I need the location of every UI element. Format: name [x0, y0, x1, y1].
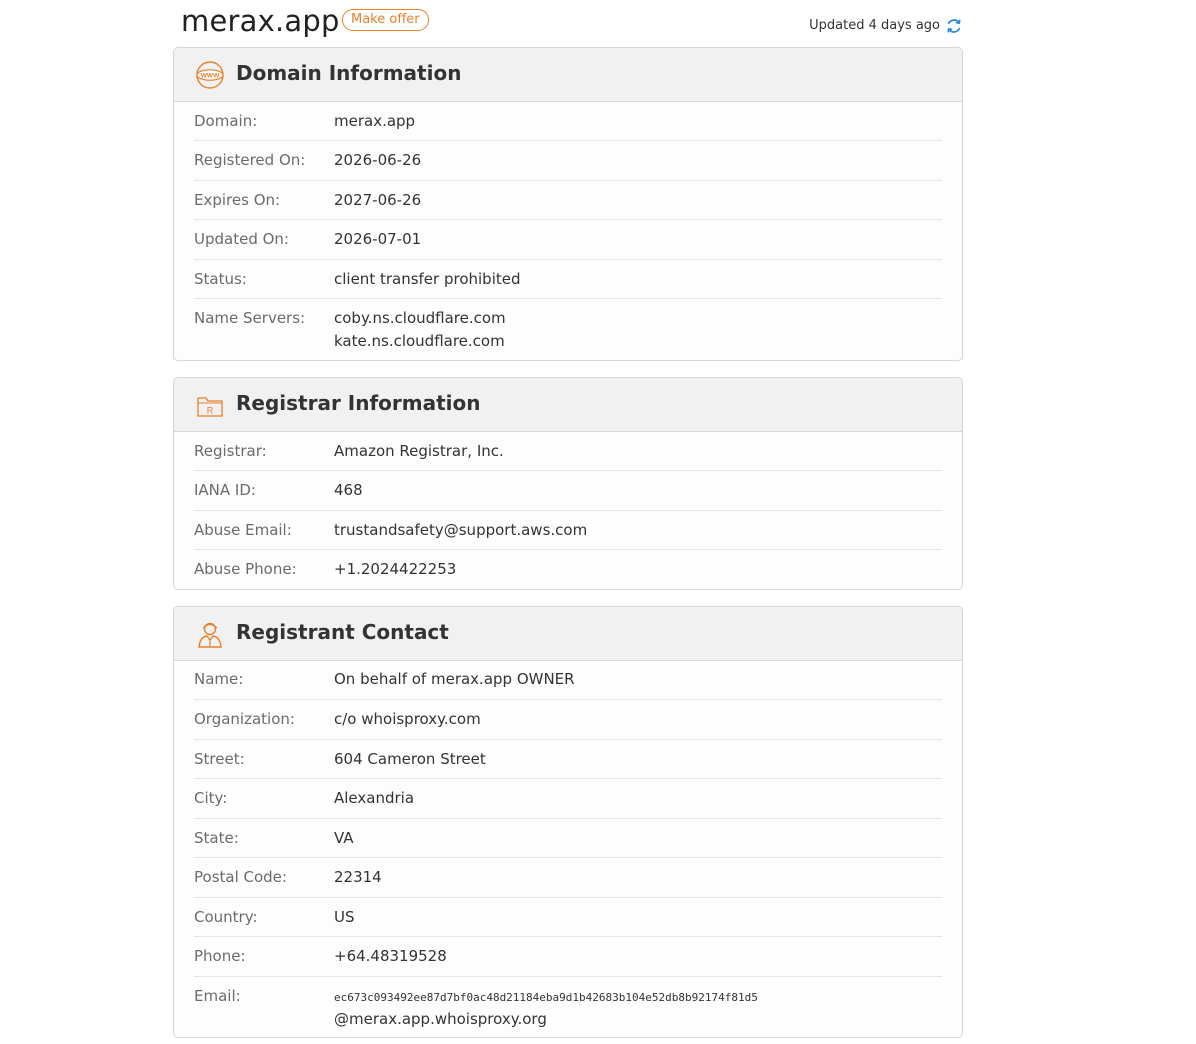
row-postal-code [194, 858, 942, 898]
name-server: kate.ns.cloudflare.com [334, 332, 505, 350]
row-abuse-email [194, 511, 942, 550]
row-label: Abuse Email: [194, 521, 292, 539]
row-value: c/o whoisproxy.com [334, 710, 481, 728]
www-icon [194, 59, 226, 91]
row-label: Email: [194, 987, 241, 1005]
row-label: Domain: [194, 112, 258, 130]
name-server-list [334, 307, 506, 359]
row-value: 604 Cameron Street [334, 750, 486, 768]
svg-text:WWW: WWW [200, 72, 220, 80]
row-name [194, 661, 942, 700]
row-email [194, 977, 942, 1037]
card-header [174, 607, 962, 661]
registrar-information-card [173, 377, 963, 590]
domain-information-card [173, 47, 963, 361]
row-value: On behalf of merax.app OWNER [334, 670, 575, 688]
row-label: Status: [194, 270, 247, 288]
card-title: Registrar Information [236, 391, 481, 415]
row-value: trustandsafety@support.aws.com [334, 521, 588, 539]
make-offer-button[interactable]: Make offer [342, 9, 429, 31]
row-value: client transfer prohibited [334, 270, 521, 288]
card-header [174, 378, 962, 432]
updated-text: Updated 4 days ago [809, 18, 940, 33]
row-label: Phone: [194, 947, 246, 965]
row-value: 2027-06-26 [334, 191, 422, 209]
row-label: City: [194, 789, 228, 807]
domain-info-rows [174, 102, 962, 359]
row-label: IANA ID: [194, 481, 256, 499]
row-value: Amazon Registrar, Inc. [334, 442, 504, 460]
row-label: Registered On: [194, 151, 306, 169]
row-city [194, 779, 942, 819]
row-street [194, 740, 942, 779]
row-label: Postal Code: [194, 868, 287, 886]
registrant-contact-rows [174, 661, 962, 1037]
row-abuse-phone [194, 550, 942, 588]
row-value: VA [334, 829, 354, 847]
name-server: coby.ns.cloudflare.com [334, 309, 506, 327]
row-phone [194, 937, 942, 977]
row-label: Registrar: [194, 442, 267, 460]
row-value: merax.app [334, 112, 416, 130]
row-value: +64.48319528 [334, 947, 447, 965]
card-title: Domain Information [236, 61, 462, 85]
person-icon [194, 618, 226, 650]
row-registrar [194, 432, 942, 471]
registrar-info-rows [174, 432, 962, 588]
row-label: Updated On: [194, 230, 289, 248]
row-label: Abuse Phone: [194, 560, 297, 578]
email-value [334, 985, 758, 1037]
row-value: 468 [334, 481, 363, 499]
row-value: US [334, 908, 355, 926]
page-header [174, 0, 963, 47]
row-registered-on [194, 141, 942, 181]
svg-text:R: R [206, 405, 214, 416]
row-label: Name Servers: [194, 309, 306, 327]
email-hash: ec673c093492ee87d7bf0ac48d21184eba9d1b42683b104e52db8b92174f81d5 [334, 991, 758, 1004]
row-status [194, 260, 942, 299]
registrar-icon [194, 389, 226, 421]
registrant-contact-card [173, 606, 963, 1038]
row-expires-on [194, 181, 942, 220]
refresh-icon[interactable] [945, 17, 963, 35]
row-name-servers [194, 299, 942, 359]
row-label: Country: [194, 908, 258, 926]
row-organization [194, 700, 942, 740]
row-value: Alexandria [334, 789, 415, 807]
row-label: Expires On: [194, 191, 281, 209]
row-iana-id [194, 471, 942, 511]
row-label: State: [194, 829, 239, 847]
row-value: 2026-06-26 [334, 151, 422, 169]
email-domain: @merax.app.whoisproxy.org [334, 1010, 547, 1028]
row-label: Organization: [194, 710, 295, 728]
row-value: 22314 [334, 868, 382, 886]
row-value: 2026-07-01 [334, 230, 422, 248]
page-title: merax.app [181, 4, 340, 38]
row-updated-on [194, 220, 942, 260]
row-state [194, 819, 942, 858]
row-value: +1.2024422253 [334, 560, 457, 578]
row-label: Name: [194, 670, 244, 688]
row-country [194, 898, 942, 937]
card-header [174, 48, 962, 102]
row-label: Street: [194, 750, 245, 768]
row-domain [194, 102, 942, 141]
updated-status [809, 15, 963, 37]
card-title: Registrant Contact [236, 620, 449, 644]
